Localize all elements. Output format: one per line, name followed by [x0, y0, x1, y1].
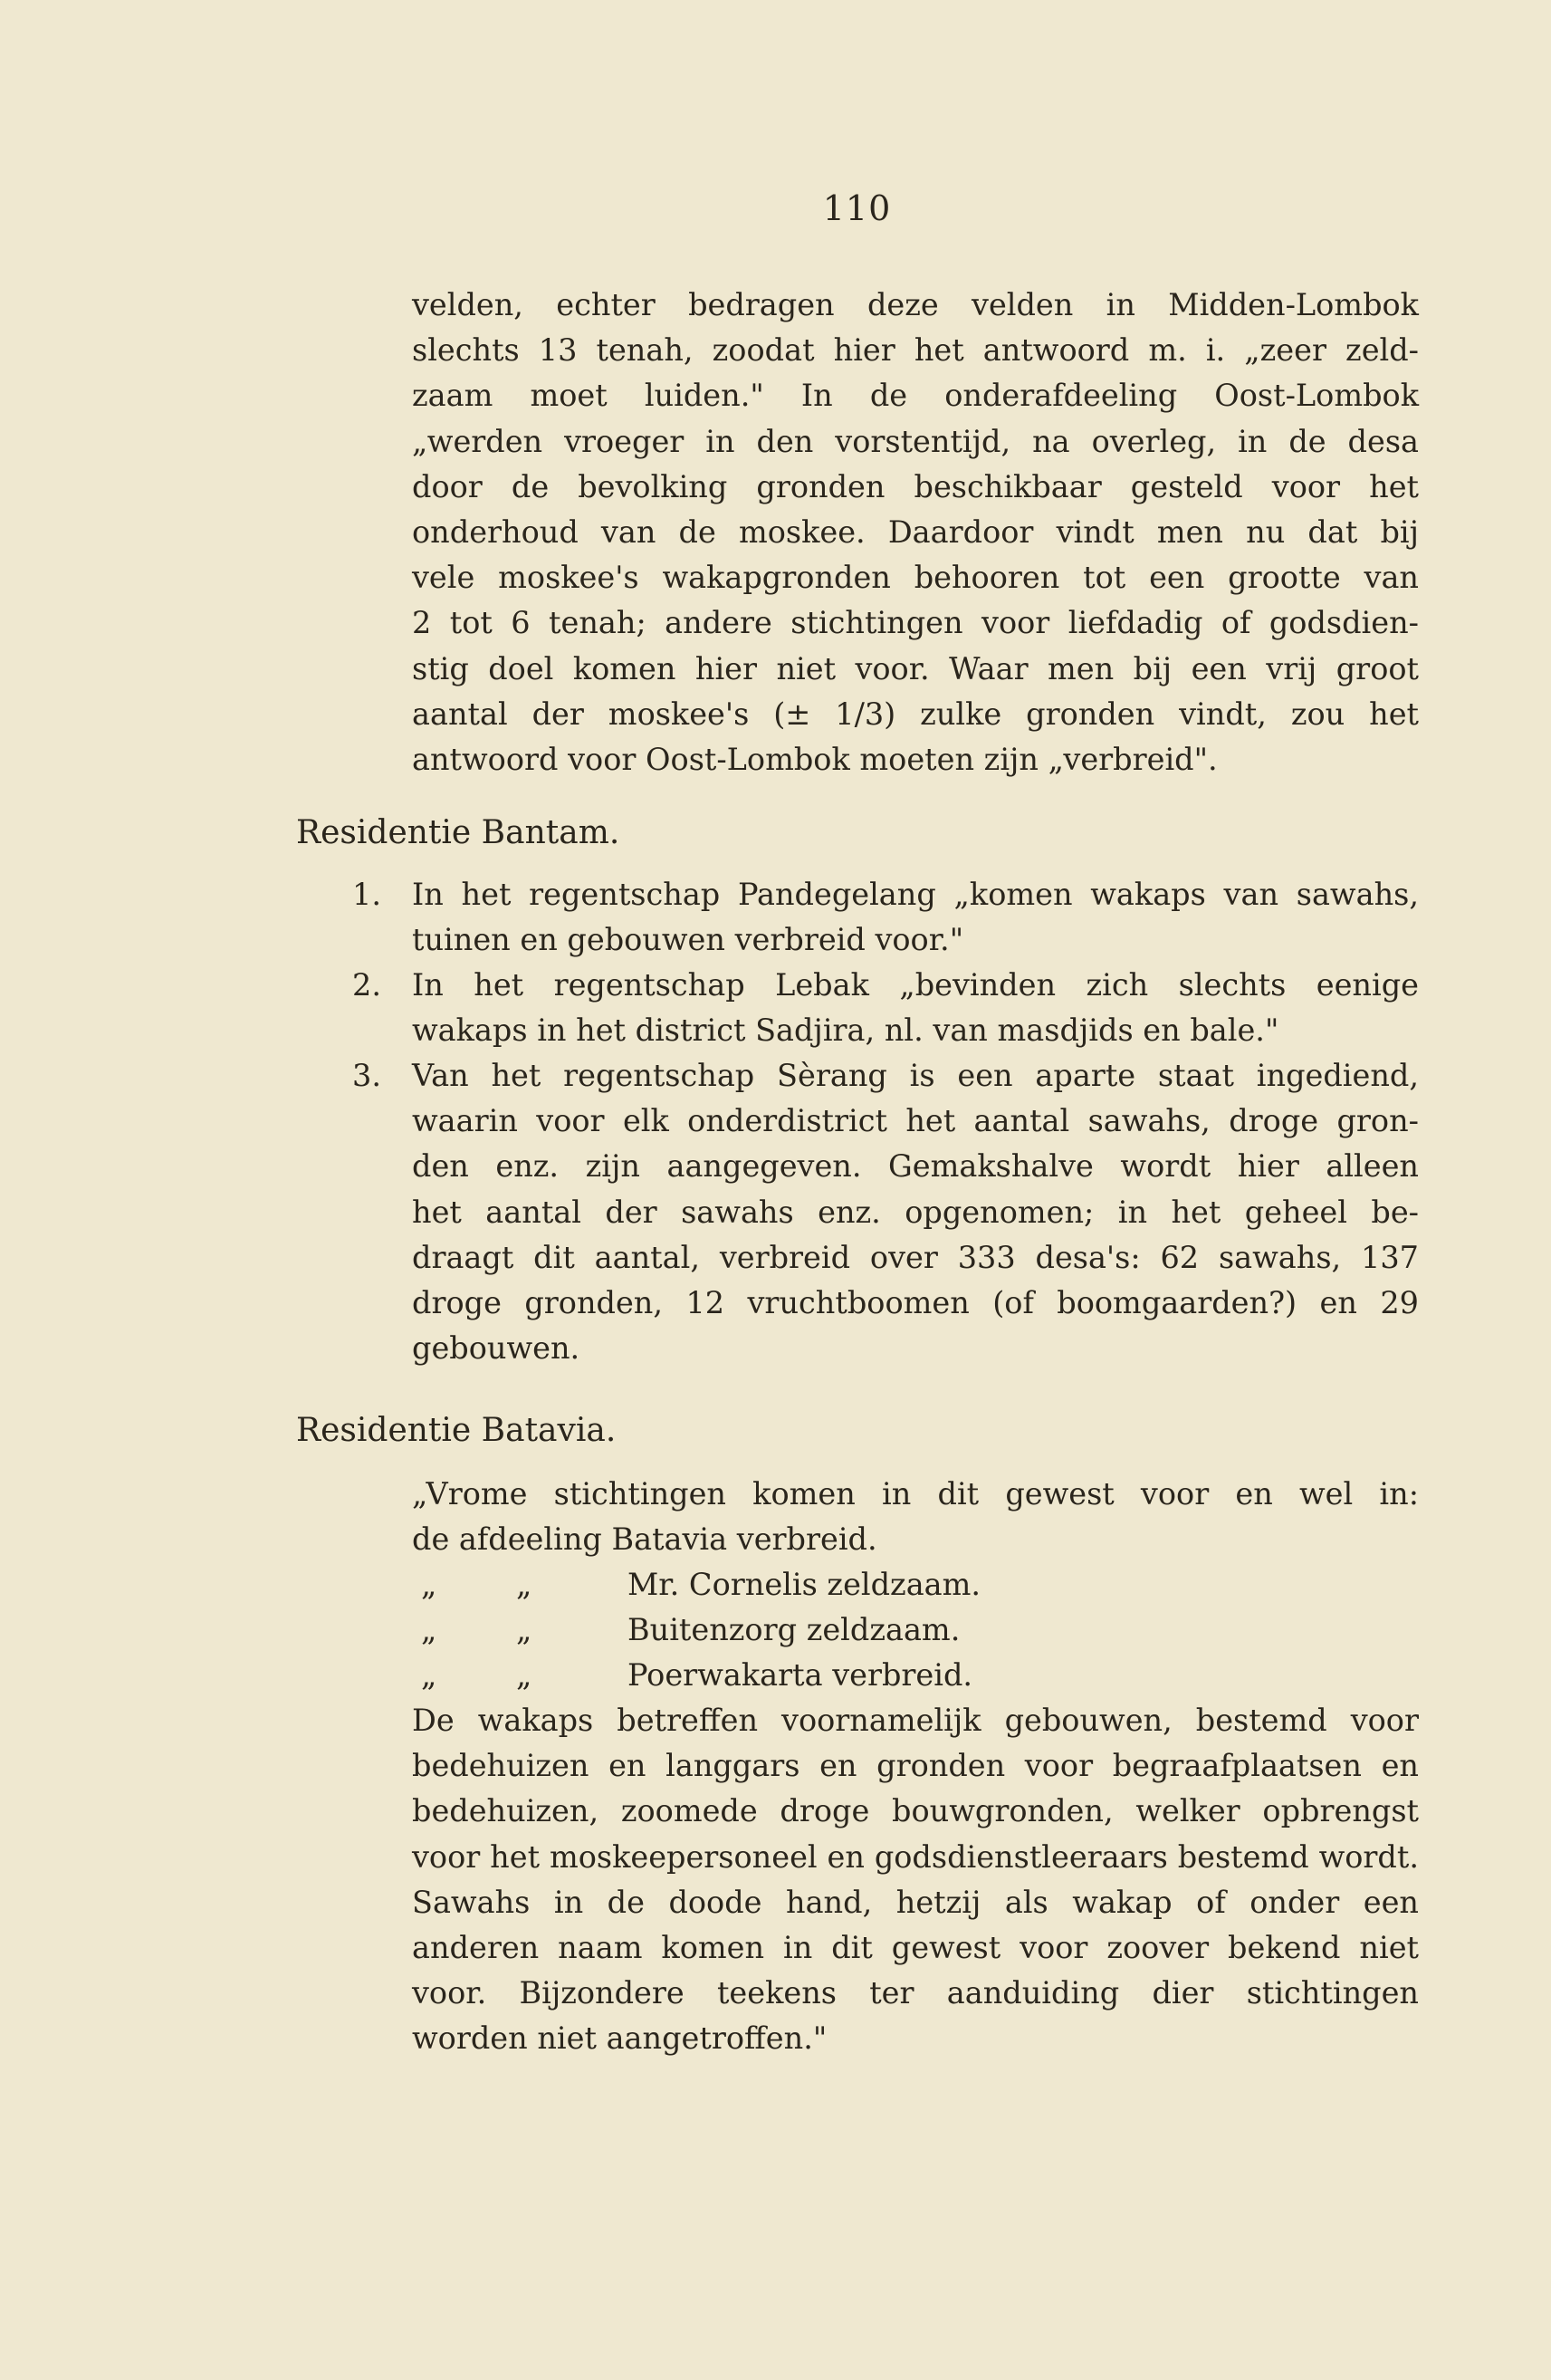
text-line: door de bevolking gronden beschikbaar gesteld voor het	[412, 468, 1419, 504]
ditto-mark: „	[516, 1567, 532, 1602]
text-line: Van het regentschap Sèrang is een aparte staat ingediend,	[412, 1058, 1419, 1093]
ditto-mark: „	[516, 1657, 532, 1693]
text-line: anderen naam komen in dit gewest voor zoover bekend niet	[412, 1930, 1419, 1966]
text-line: In het regentschap Lebak „bevinden zich slechts eenige	[412, 967, 1419, 1003]
text-line: bedehuizen, zoomede droge bouwgronden, welker opbrengst	[412, 1793, 1419, 1829]
ditto-mark: „	[516, 1612, 532, 1647]
text-line: velden, echter bedragen deze velden in Midden-Lombok	[412, 287, 1419, 322]
text-line: wakaps in het district Sadjira, nl. van masdjids en bale."	[412, 1012, 1279, 1049]
text-line: de afdeeling Batavia verbreid.	[412, 1521, 877, 1558]
intro-paragraph	[412, 283, 1419, 782]
text-line: droge gronden, 12 vruchtboomen (of boomgaarden?) en 29	[412, 1285, 1419, 1321]
text-line: draagt dit aantal, verbreid over 333 desa's: 62 sawahs, 137	[412, 1239, 1419, 1275]
text-line: den enz. zijn aangegeven. Gemakshalve wordt hier alleen	[412, 1148, 1419, 1185]
text-line: In het regentschap Pandegelang „komen wakaps van sawahs,	[412, 877, 1419, 912]
list-number: 3.	[352, 1058, 381, 1093]
text-line: bedehuizen en langgars en gronden voor begraafplaatsen en	[412, 1748, 1419, 1784]
text-line: voor. Bijzondere teekens ter aanduiding dier stichtingen	[412, 1975, 1419, 2011]
text-line: aantal der moskee's (± 1/3) zulke gronden vindt, zou het	[412, 696, 1419, 732]
text-line: „werden vroeger in den vorstentijd, na overleg, in de desa	[412, 423, 1419, 459]
text-line: vele moskee's wakapgronden behooren tot een grootte van	[412, 560, 1419, 596]
district-entry: Buitenzorg zeldzaam.	[627, 1612, 961, 1647]
ditto-mark: „	[421, 1612, 437, 1647]
text-line: waarin voor elk onderdistrict het aantal sawahs, droge gron-	[412, 1103, 1419, 1139]
page-number: 110	[822, 188, 892, 228]
text-line: 2 tot 6 tenah; andere stichtingen voor liefdadig of godsdien-	[412, 605, 1419, 641]
section-heading-bantam: Residentie Bantam.	[296, 814, 620, 851]
text-line: het aantal der sawahs enz. opgenomen; in het geheel be-	[412, 1194, 1419, 1230]
section-heading-batavia: Residentie Batavia.	[296, 1412, 617, 1449]
text-line: Sawahs in de doode hand, hetzij als wakap of onder een	[412, 1884, 1419, 1920]
text-line: antwoord voor Oost-Lombok moeten zijn „verbreid".	[412, 742, 1218, 778]
text-line: onderhoud van de moskee. Daardoor vindt men nu dat bij	[412, 514, 1419, 551]
closing-paragraph	[412, 1698, 1419, 2062]
ditto-mark: „	[421, 1657, 437, 1693]
text-line: De wakaps betreffen voornamelijk gebouwen, bestemd voor	[412, 1703, 1419, 1738]
district-entry: Poerwakarta verbreid.	[627, 1657, 973, 1693]
text-line: tuinen en gebouwen verbreid voor."	[412, 922, 964, 958]
district-entry: Mr. Cornelis zeldzaam.	[627, 1567, 981, 1602]
text-line: stig doel komen hier niet voor. Waar men bij een vrij groot	[412, 650, 1419, 686]
ditto-mark: „	[421, 1567, 437, 1602]
list-number: 1.	[352, 877, 381, 912]
text-line: slechts 13 tenah, zoodat hier het antwoord m. i. „zeer zeld-	[412, 332, 1419, 369]
text-line: zaam moet luiden." In de onderafdeeling Oost-Lombok	[412, 378, 1419, 414]
list-number: 2.	[352, 967, 381, 1003]
text-line: gebouwen.	[412, 1330, 580, 1367]
batavia-intro	[412, 1472, 1419, 1562]
text-line: voor het moskeepersoneel en godsdienstleeraars bestemd wordt.	[412, 1838, 1419, 1875]
text-line: worden niet aangetroffen."	[412, 2020, 828, 2057]
text-line: „Vrome stichtingen komen in dit gewest voor en wel in:	[412, 1476, 1419, 1511]
